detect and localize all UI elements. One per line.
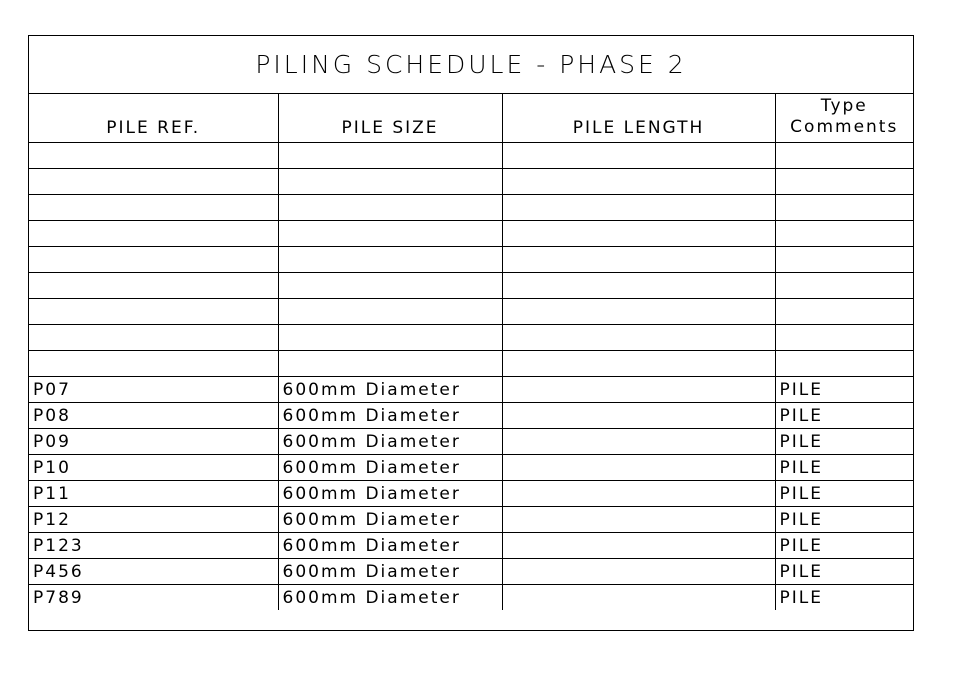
cell-pile-size: 600mm Diameter <box>278 402 502 428</box>
table-row <box>29 324 913 350</box>
cell-pile-length <box>502 142 775 168</box>
cell-pile-ref <box>29 168 278 194</box>
cell-pile-length <box>502 558 775 584</box>
cell-type-comments <box>775 194 913 220</box>
cell-pile-ref: P09 <box>29 428 278 454</box>
cell-type-comments: PILE <box>775 584 913 610</box>
cell-pile-length <box>502 324 775 350</box>
cell-pile-size: 600mm Diameter <box>278 428 502 454</box>
table-row <box>29 272 913 298</box>
cell-pile-ref: P789 <box>29 584 278 610</box>
cell-pile-ref <box>29 350 278 376</box>
cell-pile-size: 600mm Diameter <box>278 558 502 584</box>
cell-pile-length <box>502 376 775 402</box>
cell-pile-size <box>278 168 502 194</box>
cell-pile-ref: P456 <box>29 558 278 584</box>
cell-pile-length <box>502 428 775 454</box>
cell-pile-length <box>502 298 775 324</box>
schedule-body <box>29 142 913 610</box>
cell-pile-length <box>502 584 775 610</box>
table-row <box>29 168 913 194</box>
cell-pile-length <box>502 220 775 246</box>
cell-pile-ref: P10 <box>29 454 278 480</box>
table-row <box>29 558 913 584</box>
table-row <box>29 350 913 376</box>
cell-pile-length <box>502 454 775 480</box>
cell-pile-size <box>278 272 502 298</box>
table-row <box>29 298 913 324</box>
table-row <box>29 584 913 610</box>
type-comments-line1: Type <box>820 95 868 116</box>
cell-pile-size <box>278 220 502 246</box>
cell-pile-length <box>502 506 775 532</box>
cell-pile-ref <box>29 272 278 298</box>
table-row <box>29 532 913 558</box>
cell-pile-ref: P123 <box>29 532 278 558</box>
table-row <box>29 506 913 532</box>
cell-type-comments: PILE <box>775 454 913 480</box>
cell-type-comments: PILE <box>775 506 913 532</box>
cell-pile-length <box>502 272 775 298</box>
cell-pile-size: 600mm Diameter <box>278 480 502 506</box>
table-row <box>29 194 913 220</box>
cell-pile-ref <box>29 220 278 246</box>
cell-pile-size: 600mm Diameter <box>278 376 502 402</box>
cell-type-comments: PILE <box>775 532 913 558</box>
cell-pile-size: 600mm Diameter <box>278 584 502 610</box>
cell-pile-ref <box>29 142 278 168</box>
column-header-type-comments <box>775 94 913 142</box>
column-header-pile-length: PILE LENGTH <box>502 94 775 142</box>
schedule-title: PILING SCHEDULE - PHASE 2 <box>29 36 913 94</box>
cell-pile-length <box>502 168 775 194</box>
cell-type-comments: PILE <box>775 402 913 428</box>
piling-schedule-sheet <box>28 35 914 631</box>
table-row <box>29 142 913 168</box>
cell-pile-length <box>502 350 775 376</box>
cell-pile-ref: P08 <box>29 402 278 428</box>
cell-pile-ref: P07 <box>29 376 278 402</box>
cell-pile-length <box>502 246 775 272</box>
cell-pile-size: 600mm Diameter <box>278 532 502 558</box>
cell-pile-length <box>502 402 775 428</box>
table-row <box>29 428 913 454</box>
cell-pile-size <box>278 350 502 376</box>
cell-pile-ref: P12 <box>29 506 278 532</box>
cell-type-comments: PILE <box>775 376 913 402</box>
column-header-pile-size: PILE SIZE <box>278 94 502 142</box>
cell-pile-size <box>278 142 502 168</box>
cell-type-comments <box>775 350 913 376</box>
cell-pile-size: 600mm Diameter <box>278 454 502 480</box>
cell-type-comments <box>775 272 913 298</box>
cell-type-comments <box>775 246 913 272</box>
cell-pile-size <box>278 324 502 350</box>
table-row <box>29 376 913 402</box>
cell-pile-size <box>278 246 502 272</box>
cell-type-comments: PILE <box>775 480 913 506</box>
cell-pile-ref <box>29 246 278 272</box>
cell-pile-ref <box>29 324 278 350</box>
cell-pile-ref: P11 <box>29 480 278 506</box>
cell-pile-size <box>278 194 502 220</box>
cell-type-comments <box>775 220 913 246</box>
cell-type-comments <box>775 298 913 324</box>
column-header-pile-ref: PILE REF. <box>29 94 278 142</box>
cell-type-comments <box>775 142 913 168</box>
type-comments-line2: Comments <box>790 116 899 137</box>
table-row <box>29 454 913 480</box>
table-row <box>29 220 913 246</box>
cell-pile-size: 600mm Diameter <box>278 506 502 532</box>
cell-pile-ref <box>29 194 278 220</box>
table-row <box>29 402 913 428</box>
cell-pile-length <box>502 480 775 506</box>
cell-type-comments <box>775 168 913 194</box>
cell-pile-ref <box>29 298 278 324</box>
cell-type-comments: PILE <box>775 558 913 584</box>
cell-type-comments <box>775 324 913 350</box>
header-row <box>29 94 913 142</box>
table-row <box>29 246 913 272</box>
cell-type-comments: PILE <box>775 428 913 454</box>
table-row <box>29 480 913 506</box>
piling-schedule-table <box>29 94 913 610</box>
cell-pile-length <box>502 532 775 558</box>
cell-pile-size <box>278 298 502 324</box>
cell-pile-length <box>502 194 775 220</box>
